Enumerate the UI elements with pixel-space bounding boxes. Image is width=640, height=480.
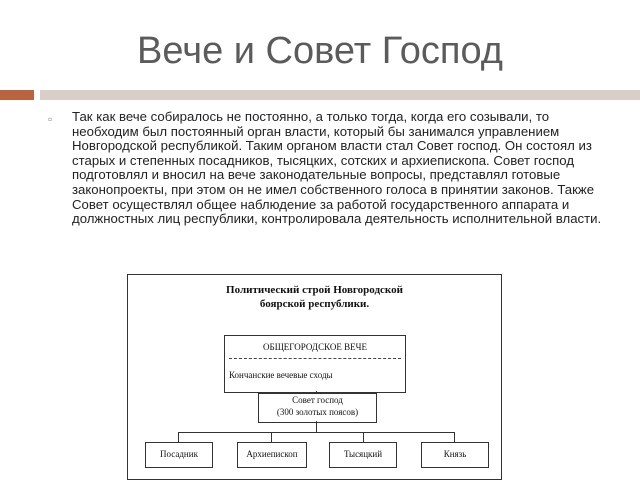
connector-council-down xyxy=(316,421,317,432)
connector-horizontal xyxy=(178,432,455,433)
accent-bar xyxy=(0,90,34,100)
diagram-title-line1: Политический строй Новгородской xyxy=(226,284,403,296)
leaf-tysyatsky: Тысяцкий xyxy=(329,442,397,468)
slide-title: Вече и Совет Господ xyxy=(137,30,503,72)
leaf-archbishop: Архиепископ xyxy=(237,442,307,468)
connector-leaf-2 xyxy=(271,432,272,442)
divider-bar xyxy=(40,90,640,100)
veche-box xyxy=(224,335,406,393)
veche-label: ОБЩЕГОРОДСКОЕ ВЕЧЕ xyxy=(263,342,367,352)
diagram-title xyxy=(128,283,501,311)
veche-sub-label: Кончанские вечевые сходы xyxy=(229,370,333,380)
leaf-posadnik: Посадник xyxy=(145,442,213,468)
body-paragraph: Так как вече собиралось не постоянно, а только тогда, когда его созывали, то необходим был постоянный орган власти, который бы занимался управлением Новгородской республикой. Таким органом власти стал Совет господ. Он состоял из старых и степенных посадников, тысяцких, сотских и архиепископа. Совет господ подготовлял и вносил на вече законодательные вопросы, представлял готовые законопроекты, при этом он не имел собственного голоса в принятии законов. Также Совет осуществлял общее наблюдение за работой государственного аппарата и должностных лиц республики, контролировала деятельность исполнительной власти. xyxy=(72,109,602,227)
diagram-title-line2: боярской республики. xyxy=(259,298,370,310)
council-label: Совет господ xyxy=(292,395,343,405)
political-structure-diagram xyxy=(127,274,502,480)
connector-leaf-1 xyxy=(178,432,179,442)
leaf-prince: Князь xyxy=(421,442,489,468)
council-box xyxy=(258,393,377,423)
connector-leaf-4 xyxy=(454,432,455,442)
council-sub-label: (300 золотых поясов) xyxy=(276,407,359,417)
connector-leaf-3 xyxy=(363,432,364,442)
bullet-icon: ▫ xyxy=(48,112,53,126)
veche-divider xyxy=(229,358,401,359)
